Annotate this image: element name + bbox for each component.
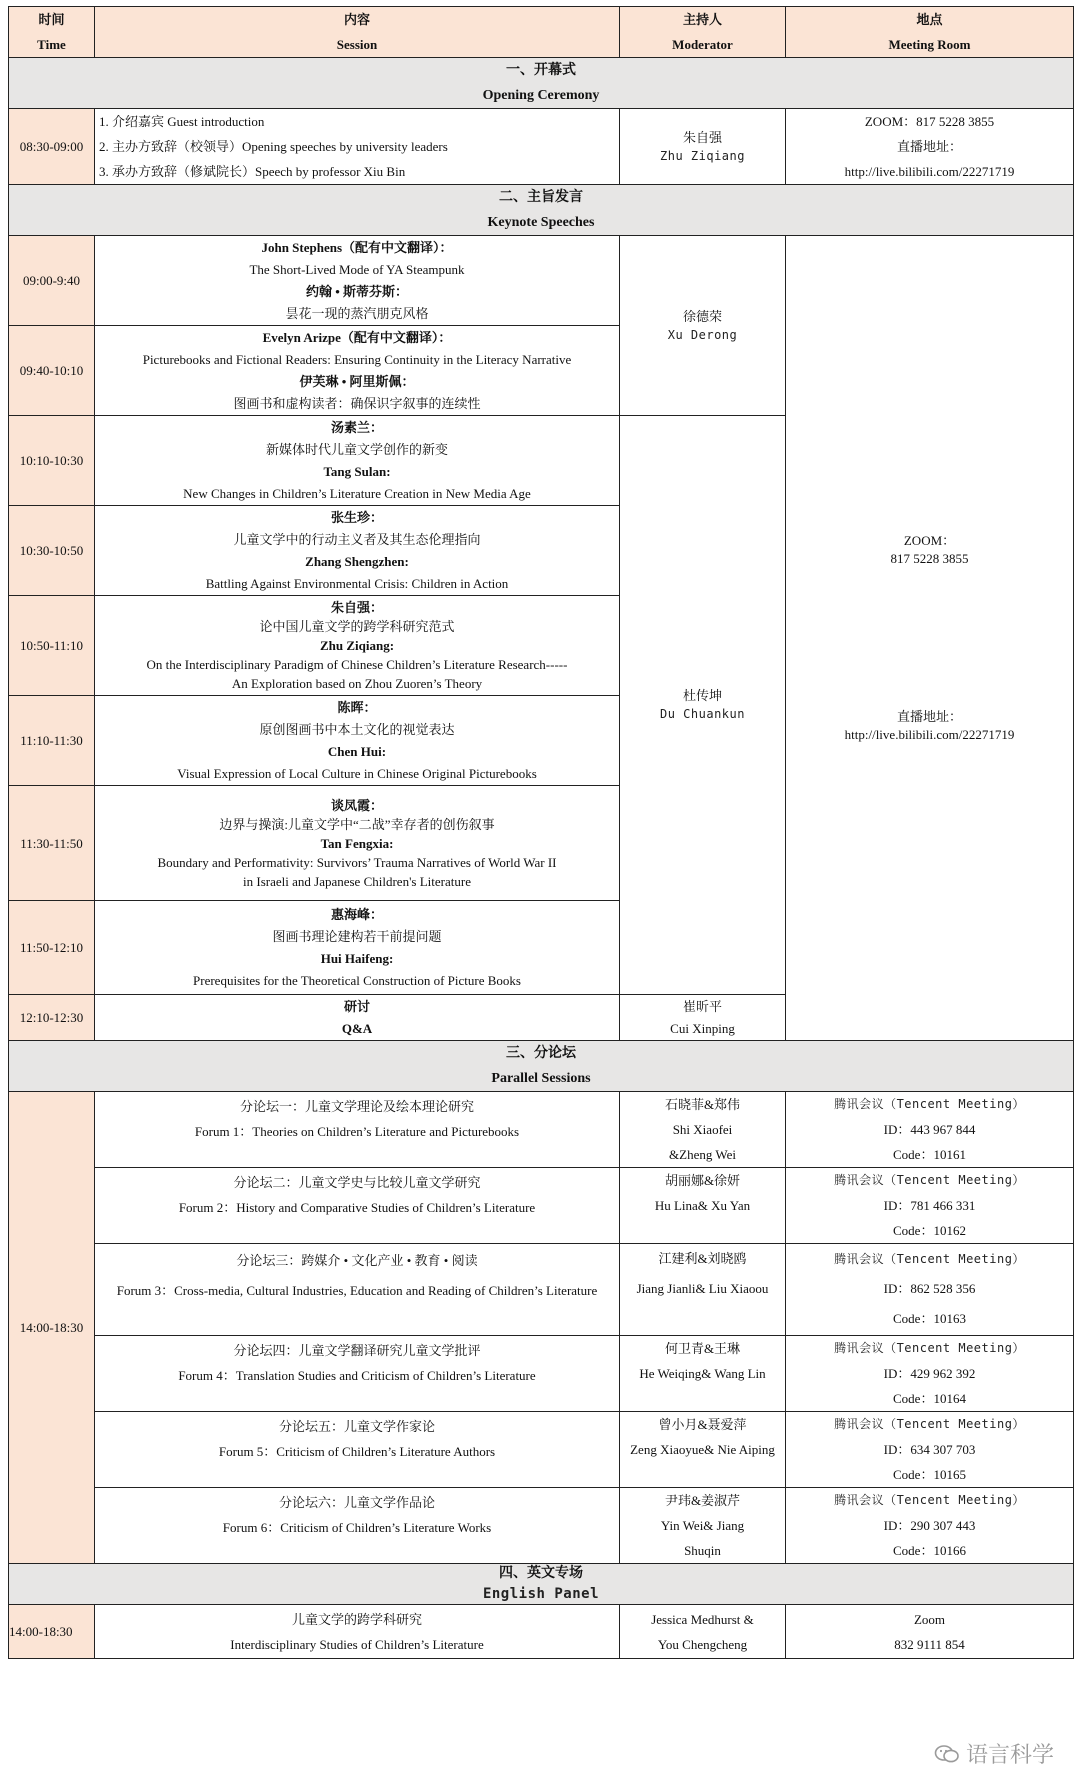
text-line: 伊芙琳 • 阿里斯佩： bbox=[299, 373, 415, 389]
moderator-cell: 徐德荣 Xu Derong bbox=[620, 236, 786, 416]
moderator-cell: 石晓菲&郑伟 Shi Xiaofei &Zheng Wei bbox=[620, 1092, 786, 1168]
time-cell: 12:10-12:30 bbox=[9, 995, 95, 1041]
session-cell bbox=[95, 696, 620, 786]
forum-row bbox=[9, 1412, 1074, 1488]
section-keynote bbox=[9, 185, 1074, 236]
text-line: 谈凤霞： bbox=[330, 797, 383, 813]
time-cell: 09:40-10:10 bbox=[9, 326, 95, 416]
text-line: Hui Haifeng: bbox=[320, 950, 394, 966]
english-row bbox=[9, 1605, 1074, 1659]
text-line: John Stephens（配有中文翻译）： bbox=[261, 239, 453, 255]
session-cell: 分论坛五：儿童文学作家论 Forum 5：Criticism of Children’s Literature Authors bbox=[95, 1412, 620, 1488]
text-line: 陈晖： bbox=[337, 699, 377, 715]
section-title: 四、英文专场 English Panel bbox=[9, 1564, 1074, 1605]
session-cell: 1. 介绍嘉宾 Guest introduction 2. 主办方致辞（校领导）Opening speeches by university leaders 3. 承办方致辞（修斌院长）Speech by professor Xiu Bin bbox=[95, 109, 620, 185]
moderator-cell: 尹玮&姜淑芹 Yin Wei& Jiang Shuqin bbox=[620, 1488, 786, 1564]
text-line: in Israeli and Japanese Children's Literature bbox=[243, 873, 471, 889]
wechat-icon bbox=[934, 1744, 960, 1764]
text-line: 昙花一现的蒸汽朋克风格 bbox=[285, 305, 429, 321]
session-cell bbox=[95, 236, 620, 326]
forum-row bbox=[9, 1244, 1074, 1336]
moderator-cell: 江建利&刘晓鸥 Jiang Jianli& Liu Xiaoou bbox=[620, 1244, 786, 1336]
forum-row bbox=[9, 1336, 1074, 1412]
text-line: 研讨 bbox=[343, 998, 370, 1014]
room-cell: Zoom 832 9111 854 bbox=[786, 1605, 1074, 1659]
text-line: Boundary and Performativity: Survivors’ Trauma Narratives of World War II bbox=[157, 854, 557, 870]
session-cell: 分论坛三：跨媒介 • 文化产业 • 教育 • 阅读 Forum 3：Cross-media, Cultural Industries, Education and Reading of Children’s Literature bbox=[95, 1244, 620, 1336]
moderator-cell: 杜传坤 Du Chuankun bbox=[620, 416, 786, 995]
room-cell: 腾讯会议（Tencent Meeting） ID：634 307 703 Code：10165 bbox=[786, 1412, 1074, 1488]
text-line: Zhang Shengzhen: bbox=[305, 553, 409, 569]
text-line: Prerequisites for the Theoretical Construction of Picture Books bbox=[193, 972, 521, 988]
keynote-row bbox=[9, 236, 1074, 326]
time-cell: 08:30-09:00 bbox=[9, 109, 95, 185]
text-line: 张生珍： bbox=[330, 509, 383, 525]
watermark bbox=[934, 1738, 1054, 1769]
room-cell: 腾讯会议（Tencent Meeting） ID：862 528 356 Code：10163 bbox=[786, 1244, 1074, 1336]
text-line: 图画书和虚构读者：确保识字叙事的连续性 bbox=[233, 395, 481, 411]
text-line: Visual Expression of Local Culture in Chinese Original Picturebooks bbox=[177, 765, 537, 781]
moderator-cell: 何卫青&王琳 He Weiqing& Wang Lin bbox=[620, 1336, 786, 1412]
text-line: 图画书理论建构若干前提问题 bbox=[272, 928, 442, 944]
text-line: 约翰 • 斯蒂芬斯： bbox=[305, 283, 409, 299]
section-english bbox=[9, 1564, 1074, 1605]
header-row bbox=[9, 7, 1074, 58]
room-cell: 腾讯会议（Tencent Meeting） ID：290 307 443 Code：10166 bbox=[786, 1488, 1074, 1564]
session-cell bbox=[95, 596, 620, 696]
opening-row bbox=[9, 109, 1074, 185]
time-cell: 10:10-10:30 bbox=[9, 416, 95, 506]
text-line: Q&A bbox=[341, 1020, 373, 1036]
text-line: An Exploration based on Zhou Zuoren’s Theory bbox=[231, 676, 483, 691]
time-cell: 14:00-18:30 bbox=[9, 1605, 95, 1659]
text-line: New Changes in Children’s Literature Creation in New Media Age bbox=[183, 485, 531, 501]
text-line: 原创图画书中本土文化的视觉表达 bbox=[259, 721, 455, 737]
header-room: 地点 Meeting Room bbox=[786, 7, 1074, 58]
section-title: 一、开幕式 Opening Ceremony bbox=[9, 58, 1074, 109]
header-time: 时间 Time bbox=[9, 7, 95, 58]
text-line: 朱自强： bbox=[330, 600, 383, 615]
moderator-cell: 曾小月&聂爱萍 Zeng Xiaoyue& Nie Aiping bbox=[620, 1412, 786, 1488]
session-cell: 儿童文学的跨学科研究 Interdisciplinary Studies of Children’s Literature bbox=[95, 1605, 620, 1659]
text-line: 边界与操演:儿童文学中“二战”幸存者的创伤叙事 bbox=[219, 816, 495, 832]
forum-row bbox=[9, 1168, 1074, 1244]
time-cell: 09:00-9:40 bbox=[9, 236, 95, 326]
session-cell bbox=[95, 786, 620, 901]
section-opening bbox=[9, 58, 1074, 109]
session-cell bbox=[95, 995, 620, 1041]
text-line: 儿童文学中的行动主义者及其生态伦理指向 bbox=[233, 531, 481, 547]
time-cell: 14:00-18:30 bbox=[9, 1092, 95, 1564]
text-line: Picturebooks and Fictional Readers: Ensuring Continuity in the Literacy Narrative bbox=[142, 351, 572, 367]
moderator-cell: 崔昕平 Cui Xinping bbox=[620, 995, 786, 1041]
section-title: 三、分论坛 Parallel Sessions bbox=[9, 1041, 1074, 1092]
session-cell bbox=[95, 901, 620, 995]
room-cell: ZOOM：817 5228 3855 直播地址： http://live.bilibili.com/22271719 bbox=[786, 109, 1074, 185]
text-line: Zhu Ziqiang: bbox=[319, 638, 395, 653]
session-cell: 分论坛六：儿童文学作品论 Forum 6：Criticism of Children’s Literature Works bbox=[95, 1488, 620, 1564]
session-cell bbox=[95, 326, 620, 416]
room-cell: 腾讯会议（Tencent Meeting） ID：443 967 844 Code：10161 bbox=[786, 1092, 1074, 1168]
time-cell: 11:30-11:50 bbox=[9, 786, 95, 901]
session-cell bbox=[95, 416, 620, 506]
header-session: 内容 Session bbox=[95, 7, 620, 58]
session-cell: 分论坛二：儿童文学史与比较儿童文学研究 Forum 2：History and Comparative Studies of Children’s Literature bbox=[95, 1168, 620, 1244]
forum-row bbox=[9, 1488, 1074, 1564]
time-cell: 10:50-11:10 bbox=[9, 596, 95, 696]
text-line: Tang Sulan: bbox=[323, 463, 391, 479]
room-cell: 腾讯会议（Tencent Meeting） ID：429 962 392 Code：10164 bbox=[786, 1336, 1074, 1412]
moderator-cell: 胡丽娜&徐妍 Hu Lina& Xu Yan bbox=[620, 1168, 786, 1244]
session-cell: 分论坛一：儿童文学理论及绘本理论研究 Forum 1：Theories on Children’s Literature and Picturebooks bbox=[95, 1092, 620, 1168]
section-title: 二、主旨发言 Keynote Speeches bbox=[9, 185, 1074, 236]
forum-row bbox=[9, 1092, 1074, 1168]
time-cell: 10:30-10:50 bbox=[9, 506, 95, 596]
text-line: 新媒体时代儿童文学创作的新变 bbox=[265, 441, 448, 457]
session-cell: 分论坛四：儿童文学翻译研究儿童文学批评 Forum 4：Translation Studies and Criticism of Children’s Literature bbox=[95, 1336, 620, 1412]
text-line: 论中国儿童文学的跨学科研究范式 bbox=[259, 619, 455, 634]
room-cell: ZOOM： 817 5228 3855 直播地址： http://live.bilibili.com/22271719 bbox=[786, 236, 1074, 1041]
room-cell: 腾讯会议（Tencent Meeting） ID：781 466 331 Code：10162 bbox=[786, 1168, 1074, 1244]
text-line: Battling Against Environmental Crisis: Children in Action bbox=[205, 575, 509, 591]
text-line: The Short-Lived Mode of YA Steampunk bbox=[249, 261, 465, 277]
session-cell bbox=[95, 506, 620, 596]
moderator-cell: Jessica Medhurst & You Chengcheng bbox=[620, 1605, 786, 1659]
text-line: Tan Fengxia: bbox=[320, 835, 394, 851]
watermark-text: 语言科学 bbox=[965, 1743, 1054, 1768]
time-cell: 11:50-12:10 bbox=[9, 901, 95, 995]
time-cell: 11:10-11:30 bbox=[9, 696, 95, 786]
text-line: Chen Hui: bbox=[327, 743, 387, 759]
header-moderator: 主持人 Moderator bbox=[620, 7, 786, 58]
text-line: On the Interdisciplinary Paradigm of Chinese Children’s Literature Research----- bbox=[146, 657, 568, 672]
section-parallel bbox=[9, 1041, 1074, 1092]
moderator-cell: 朱自强 Zhu Ziqiang bbox=[620, 109, 786, 185]
text-line: Evelyn Arizpe（配有中文翻译）： bbox=[262, 329, 452, 345]
text-line: 惠海峰： bbox=[330, 906, 383, 922]
text-line: 汤素兰： bbox=[330, 419, 383, 435]
schedule-table bbox=[8, 6, 1074, 1659]
